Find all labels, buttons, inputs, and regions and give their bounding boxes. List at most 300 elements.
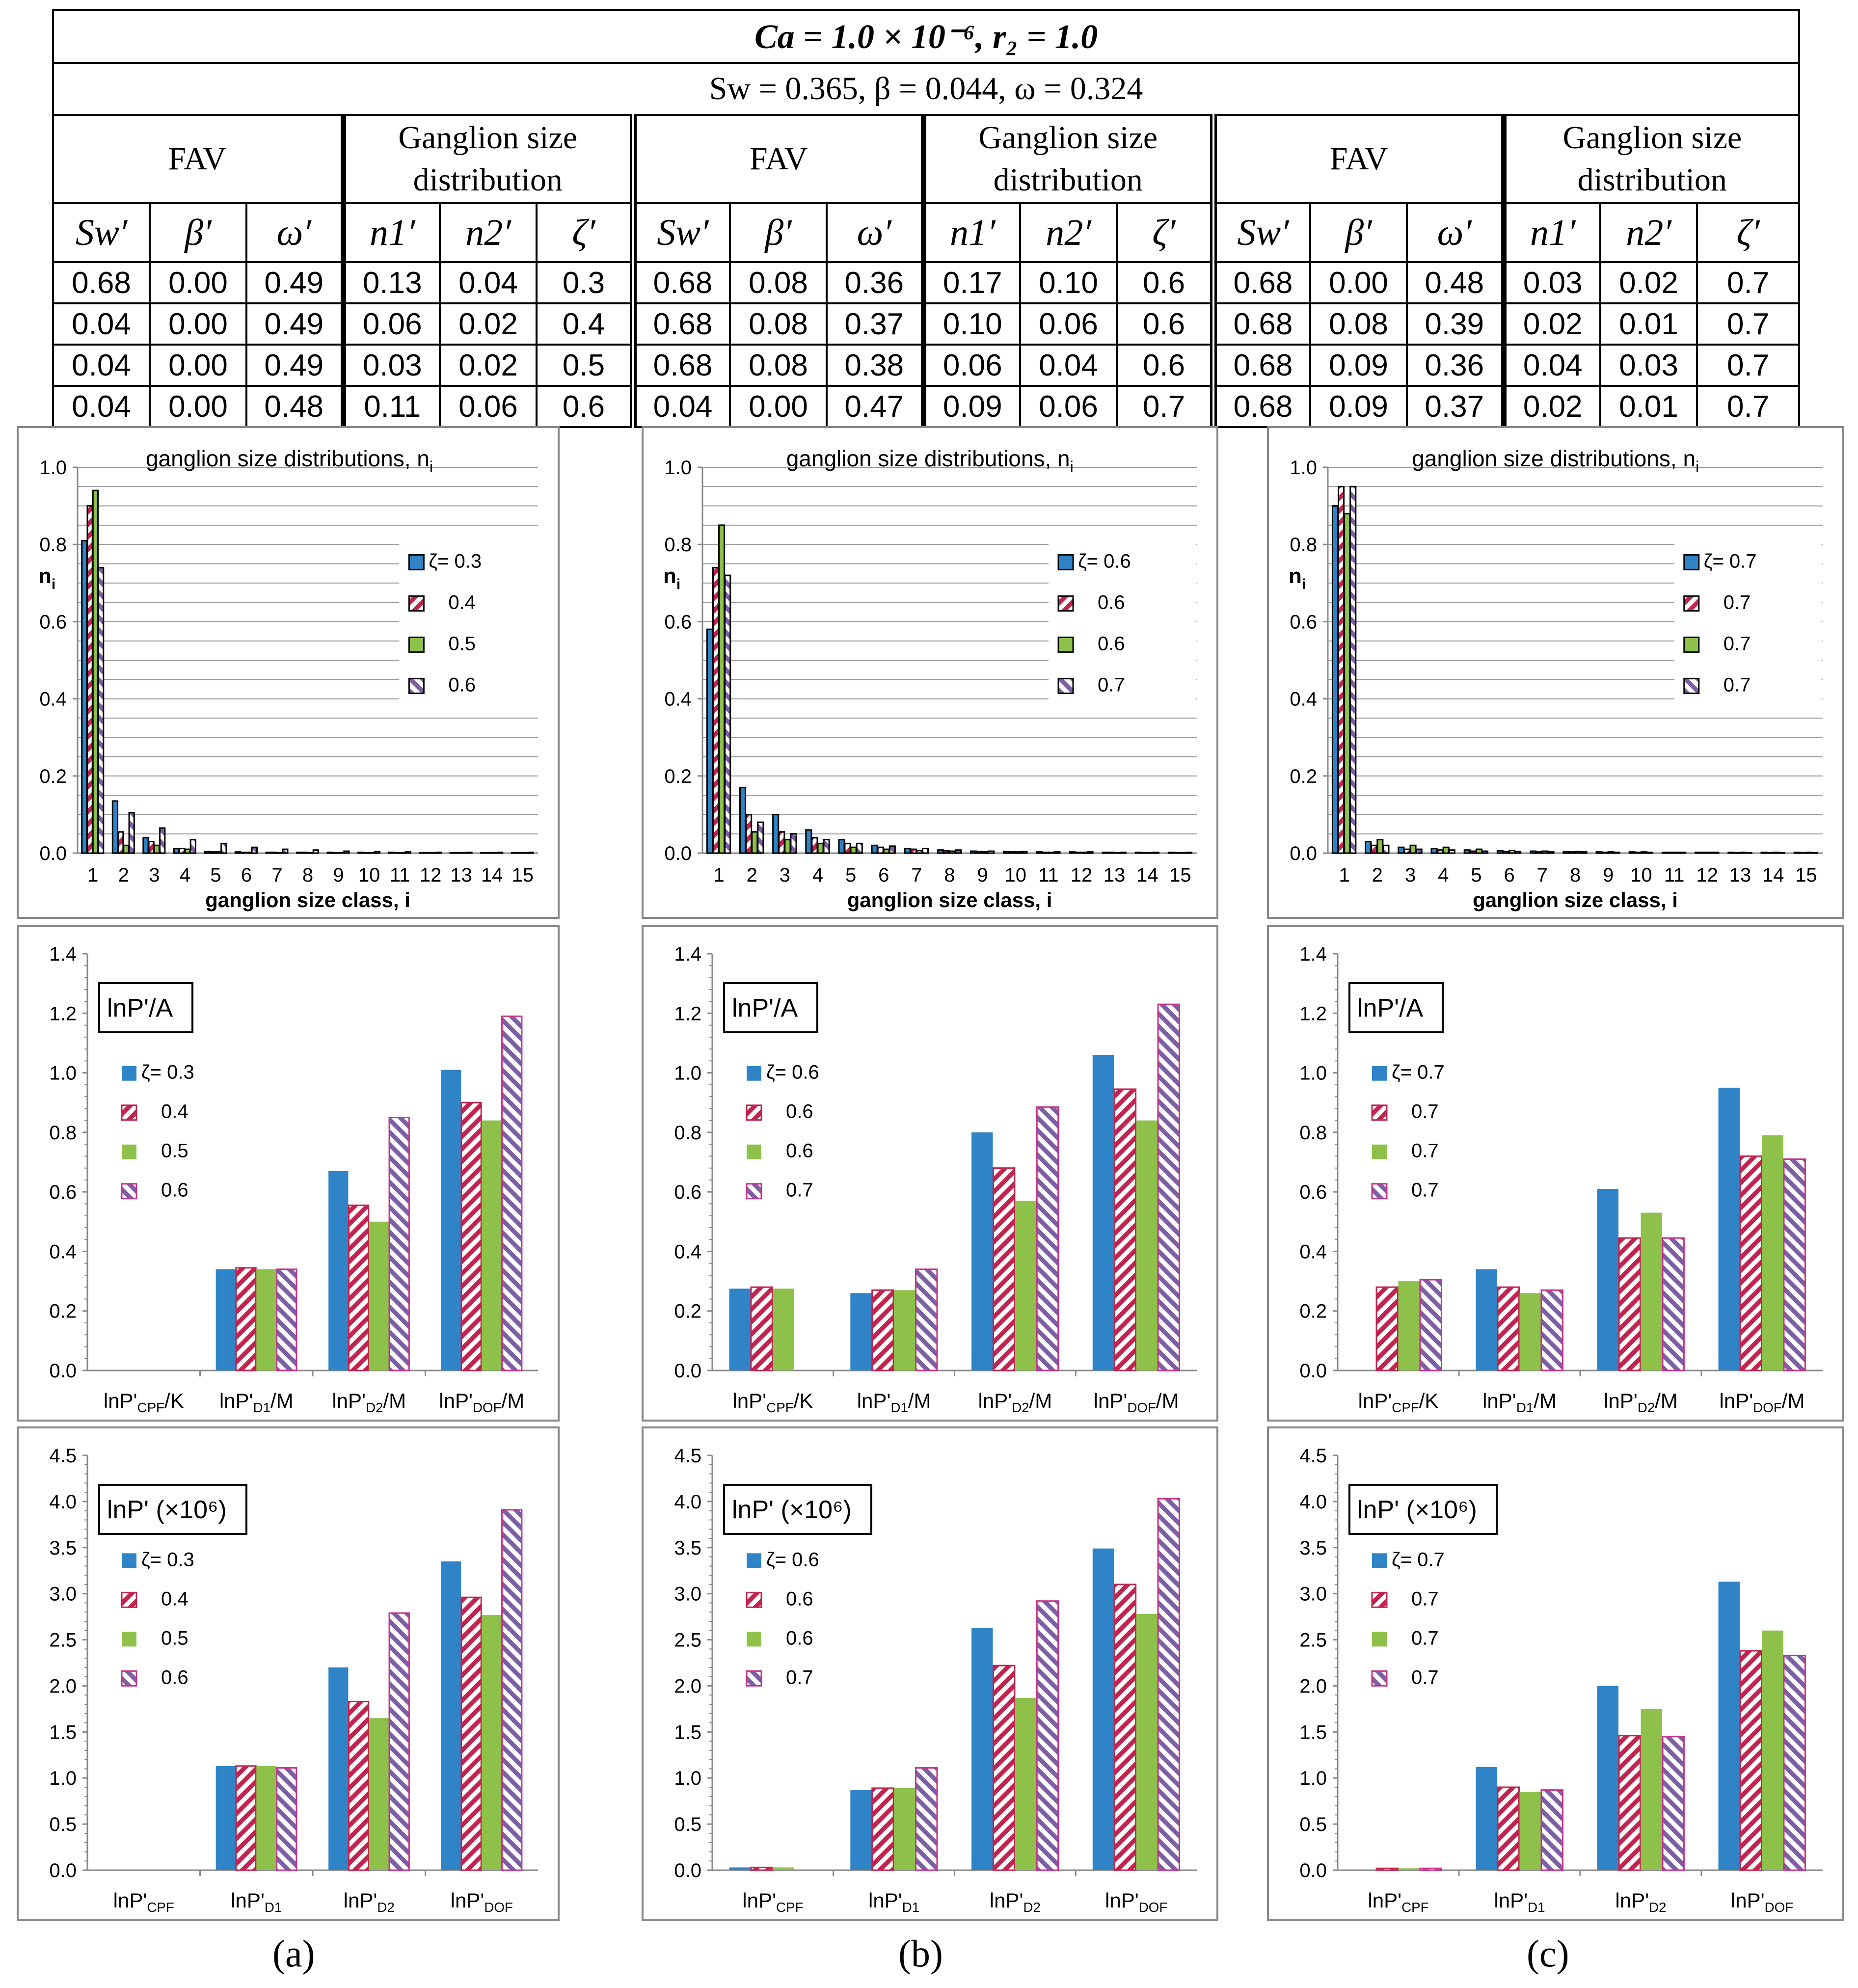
y-tick-label: 2.5	[49, 1629, 77, 1651]
x-tick-label: 7	[911, 864, 922, 886]
x-tick-label: 10	[1630, 864, 1652, 886]
y-tick-label: 1.2	[674, 1003, 701, 1025]
legend	[1372, 1062, 1445, 1201]
y-tick-label: 3.5	[49, 1537, 77, 1559]
table-cell: 0.00	[730, 386, 827, 427]
bar	[236, 1766, 256, 1870]
table-cell: 0.00	[150, 303, 246, 345]
bar	[1093, 1549, 1114, 1870]
bar	[1037, 852, 1042, 853]
y-tick-label: 0.4	[1299, 1241, 1327, 1263]
chart-title-box	[99, 1485, 246, 1534]
bar	[1498, 1287, 1519, 1370]
bar	[1158, 1004, 1179, 1370]
bar	[779, 832, 784, 853]
legend-label: 0.6	[1098, 591, 1125, 614]
x-tick-label: 5	[1471, 864, 1482, 886]
category-label: $\ln P'_{DOF}/M$	[1719, 1389, 1805, 1416]
table-cell: 0.6	[1117, 303, 1213, 345]
legend-label: ζ= 0.6	[1078, 550, 1131, 572]
y-tick-label: 0.0	[49, 1360, 77, 1382]
bar	[1049, 852, 1054, 853]
table-cell: 0.02	[440, 303, 537, 345]
table-group-header: Ganglion size distribution	[343, 115, 633, 203]
legend-swatch	[122, 1671, 136, 1686]
bar	[1728, 852, 1734, 853]
bar	[889, 846, 895, 853]
bar	[1376, 1868, 1398, 1870]
x-tick-label: 7	[1536, 864, 1548, 886]
table-column-header: ω′	[246, 203, 343, 262]
bar	[1520, 1792, 1541, 1870]
bar	[1339, 486, 1344, 853]
category-label: $\ln P'_{D1}/M$	[219, 1389, 294, 1416]
bar	[256, 1766, 276, 1870]
table-cell: 0.08	[730, 345, 827, 386]
category-label: $\ln P'_{DOF}/M$	[439, 1389, 525, 1416]
bar	[389, 852, 394, 853]
y-tick-label: 0.8	[664, 534, 692, 556]
y-tick-label: 4.5	[674, 1445, 701, 1467]
chart-panel-dist-b	[642, 426, 1218, 919]
bar	[806, 830, 811, 853]
y-tick-label: 1.0	[674, 1062, 701, 1084]
bar	[785, 839, 790, 853]
bar	[1548, 852, 1554, 853]
bar	[118, 832, 123, 853]
x-tick-label: 9	[1603, 864, 1614, 886]
legend	[747, 1062, 819, 1201]
bar	[905, 849, 910, 853]
table-group-header: Ganglion size distribution	[1504, 115, 1799, 203]
y-tick-label: 0.0	[49, 1860, 77, 1881]
bar	[993, 1666, 1014, 1870]
table-cell: 0.04	[633, 386, 730, 427]
x-tick-label: 9	[977, 864, 988, 886]
bar	[252, 847, 257, 853]
bar	[1680, 852, 1686, 853]
chart-panel-abs-a	[17, 1426, 560, 1921]
y-tick-label: 2.5	[1299, 1629, 1327, 1651]
bar	[216, 1766, 236, 1870]
x-tick-label: 13	[1729, 864, 1751, 886]
y-tick-label: 1.0	[49, 1768, 77, 1790]
y-tick-label: 0.8	[1290, 534, 1317, 556]
y-tick-label: 0.8	[49, 1122, 77, 1144]
bar	[405, 852, 410, 853]
bar	[124, 845, 129, 853]
bar	[1629, 852, 1635, 853]
bar	[1531, 851, 1536, 853]
bar	[441, 1561, 461, 1870]
chart-title: lnP' (×10⁶)	[732, 1496, 852, 1524]
table-cell: 0.68	[633, 345, 730, 386]
chart-title: ganglion size distributions, $n_i$	[786, 446, 1074, 476]
bar	[729, 1289, 751, 1370]
bar	[1054, 852, 1060, 853]
chart-title: lnP'/A	[732, 994, 798, 1022]
y-tick-label: 0.6	[664, 611, 692, 633]
bar	[1087, 852, 1093, 853]
category-label: $\ln P'_{DOF}$	[450, 1889, 513, 1915]
legend-label: 0.7	[786, 1179, 813, 1201]
x-tick-label: 8	[1569, 864, 1581, 886]
x-tick-label: 10	[358, 864, 380, 886]
table-column-header: β′	[1310, 203, 1407, 262]
bar	[1476, 1269, 1497, 1370]
legend-label: ζ= 0.6	[766, 1061, 819, 1083]
bar	[180, 849, 185, 853]
bar	[1719, 1582, 1740, 1870]
bar	[1701, 852, 1707, 853]
bar	[375, 852, 379, 853]
legend	[122, 1062, 194, 1201]
bar	[845, 843, 850, 853]
category-label: $\ln P'_{D2}$	[989, 1889, 1041, 1915]
y-tick-label: 2.0	[674, 1675, 701, 1697]
x-tick-label: 5	[210, 864, 221, 886]
bar	[216, 1269, 236, 1370]
bar	[1641, 1709, 1662, 1870]
chart-panel-abs-b	[642, 1426, 1218, 1921]
category-label: $\ln P'_{DOF}/M$	[1093, 1389, 1179, 1416]
legend-swatch	[1684, 555, 1699, 569]
bar	[916, 1768, 937, 1870]
bar	[824, 839, 829, 853]
bar	[938, 850, 943, 853]
legend-label: 0.6	[161, 1179, 188, 1201]
y-tick-label: 0.2	[39, 765, 67, 787]
y-tick-label: 3.0	[674, 1583, 701, 1605]
table-cell: 0.06	[343, 303, 440, 345]
bar	[1762, 1631, 1783, 1870]
table-column-header: Sw′	[1213, 203, 1310, 262]
x-tick-label: 8	[302, 864, 314, 886]
table-cell: 0.47	[827, 386, 923, 427]
y-tick-label: 0.8	[39, 534, 67, 556]
legend-swatch	[409, 637, 424, 652]
x-tick-label: 15	[512, 864, 534, 886]
bar	[277, 1269, 296, 1370]
bar	[1541, 1790, 1562, 1870]
bar	[1376, 1287, 1398, 1370]
bar	[872, 845, 877, 853]
x-tick-label: 15	[1169, 864, 1191, 886]
bar	[277, 1768, 296, 1870]
table-cell: 0.04	[53, 386, 150, 427]
bar	[1740, 1651, 1761, 1870]
category-label: $\ln P'_{D2}$	[343, 1889, 395, 1915]
table-cell: 0.3	[537, 262, 633, 303]
bar	[1399, 1868, 1420, 1870]
bar	[1168, 852, 1174, 853]
legend-swatch	[122, 1553, 136, 1568]
y-tick-label: 1.5	[49, 1721, 77, 1744]
bar	[850, 1790, 871, 1870]
x-tick-label: 11	[1664, 864, 1685, 886]
bar	[993, 1168, 1014, 1370]
legend	[1372, 1549, 1445, 1688]
y-tick-label: 1.0	[664, 457, 692, 479]
bar	[1158, 1499, 1179, 1870]
legend-swatch	[1684, 678, 1699, 693]
bar	[1482, 851, 1487, 853]
legend-label: 0.5	[161, 1140, 188, 1162]
legend-label: ζ= 0.3	[429, 550, 482, 572]
bar	[1569, 852, 1575, 853]
legend-label: 0.4	[161, 1588, 188, 1610]
bar	[1740, 852, 1746, 853]
chart-title-box	[724, 983, 817, 1032]
legend-swatch	[1372, 1184, 1387, 1199]
bar	[1476, 1767, 1497, 1870]
legend-swatch	[1058, 555, 1073, 569]
y-tick-label: 0.2	[1290, 765, 1317, 787]
legend-swatch	[122, 1184, 136, 1199]
bar	[1366, 841, 1371, 853]
table-cell: 0.17	[923, 262, 1020, 303]
legend-swatch	[1372, 1145, 1387, 1159]
legend-swatch	[409, 596, 424, 611]
bar	[1420, 1868, 1441, 1870]
table-column-header: n2′	[440, 203, 537, 262]
y-tick-label: 4.0	[49, 1491, 77, 1513]
table-column-header: n1′	[923, 203, 1020, 262]
legend-swatch	[747, 1145, 761, 1159]
category-label: $\ln P'_{D2}/M$	[332, 1389, 406, 1416]
category-label: $\ln P'_{D1}$	[868, 1889, 920, 1915]
table-column-header: ζ′	[1697, 203, 1799, 262]
table-cell: 0.02	[440, 345, 537, 386]
bar	[1153, 852, 1158, 853]
bar	[143, 838, 148, 853]
chart-title-box	[724, 1485, 871, 1534]
table-cell: 0.08	[730, 262, 827, 303]
bar	[1662, 852, 1668, 853]
y-tick-label: 0.0	[674, 1860, 701, 1881]
bar	[1037, 1601, 1058, 1870]
bar	[190, 839, 195, 853]
bar	[461, 1597, 481, 1870]
legend-label: 0.7	[1098, 674, 1125, 696]
y-tick-label: 0.4	[49, 1241, 77, 1263]
legend-label: 0.7	[1411, 1140, 1439, 1162]
bar	[1470, 851, 1476, 853]
bar	[773, 814, 779, 853]
y-tick-label: 0.5	[674, 1814, 701, 1836]
category-label: $\ln P'_{D1}$	[1494, 1889, 1545, 1915]
category-label: $\ln P'_{D1}/M$	[1482, 1389, 1557, 1416]
category-label: $\ln P'_{CPF}/K$	[1358, 1389, 1439, 1416]
chart-dist-a	[19, 428, 558, 917]
x-tick-label: 8	[944, 864, 955, 886]
chart-title: ganglion size distributions, $n_i$	[1412, 446, 1699, 476]
table-cell: 0.02	[1504, 303, 1600, 345]
y-axis-label: $n_i$	[1289, 564, 1306, 592]
category-label: $\ln P'_{D2}$	[1615, 1889, 1667, 1915]
table-cell: 0.7	[1697, 262, 1799, 303]
table-column-header: n2′	[1020, 203, 1117, 262]
y-tick-label: 0.6	[39, 611, 67, 633]
bar	[1784, 1159, 1805, 1370]
bar	[1784, 1655, 1805, 1870]
y-tick-label: 0.8	[1299, 1122, 1327, 1144]
y-tick-label: 0.6	[674, 1182, 701, 1204]
table-cell: 0.06	[1020, 303, 1117, 345]
category-label: $\ln P'_{D2}/M$	[1604, 1389, 1678, 1416]
bar	[1043, 852, 1048, 853]
table-cell: 0.09	[1310, 345, 1407, 386]
y-tick-label: 0.2	[664, 765, 692, 787]
plot-area	[38, 446, 546, 912]
legend-swatch	[122, 1632, 136, 1646]
x-tick-label: 5	[845, 864, 857, 886]
table-cell: 0.11	[343, 386, 440, 427]
bar	[1010, 852, 1015, 853]
table-cell: 0.36	[827, 262, 923, 303]
bar	[369, 1718, 389, 1870]
table-cell: 0.5	[537, 345, 633, 386]
table-cell: 0.04	[1020, 345, 1117, 386]
bar	[349, 1205, 368, 1370]
bar	[210, 852, 215, 853]
bar	[751, 1867, 772, 1870]
legend	[747, 1549, 819, 1688]
bar	[1136, 1614, 1158, 1870]
y-tick-label: 2.5	[674, 1629, 701, 1651]
y-tick-label: 0.0	[39, 843, 67, 864]
plot-area	[1289, 446, 1823, 912]
category-label: $\ln P'_{DOF}$	[1105, 1889, 1168, 1915]
x-tick-label: 2	[746, 864, 757, 886]
x-tick-label: 6	[1504, 864, 1515, 886]
bar	[729, 1867, 751, 1870]
bar	[791, 834, 796, 853]
bar	[1663, 1737, 1684, 1870]
bar	[1037, 1107, 1058, 1370]
bar	[112, 801, 117, 853]
bar	[296, 852, 301, 853]
table-cell: 0.39	[1407, 303, 1504, 345]
table-column-header: ω′	[1407, 203, 1504, 262]
legend-label: 0.5	[161, 1627, 188, 1649]
table-cell: 0.00	[1310, 262, 1407, 303]
bar	[241, 852, 246, 853]
bar	[1635, 852, 1641, 853]
bar	[99, 567, 104, 853]
bar	[236, 1268, 256, 1370]
bar	[1016, 852, 1021, 853]
bar	[283, 849, 288, 853]
bar	[1663, 1238, 1684, 1370]
bar	[922, 849, 928, 853]
y-tick-label: 3.0	[1299, 1583, 1327, 1605]
bar	[1761, 852, 1767, 853]
bar	[154, 845, 159, 853]
legend-swatch	[747, 1105, 761, 1120]
bar	[174, 849, 179, 853]
bar	[1404, 849, 1410, 853]
y-tick-label: 0.6	[49, 1182, 77, 1204]
bar	[1332, 506, 1338, 853]
bar	[911, 849, 916, 853]
bar	[894, 1788, 915, 1870]
table-cell: 0.04	[53, 303, 150, 345]
chart-panel-norm-a	[17, 925, 560, 1422]
legend-label: ζ= 0.3	[141, 1061, 194, 1083]
table-column-header: Sw′	[53, 203, 150, 262]
chart-panel-dist-c	[1267, 426, 1844, 919]
table-cell: 0.68	[1213, 262, 1310, 303]
table-cell: 0.06	[923, 345, 1020, 386]
bar	[235, 852, 240, 853]
bar	[502, 1510, 522, 1870]
legend-label: 0.4	[448, 591, 476, 614]
bar	[839, 839, 844, 853]
y-tick-label: 1.0	[674, 1768, 701, 1790]
x-tick-label: 14	[481, 864, 503, 886]
x-tick-label: 14	[1136, 864, 1158, 886]
table-cell: 0.06	[440, 386, 537, 427]
table-column-header: Sw′	[633, 203, 730, 262]
category-label: $\ln P'_{D1}/M$	[857, 1389, 931, 1416]
legend-label: 0.7	[1411, 1627, 1439, 1649]
bar	[149, 841, 154, 853]
bar	[878, 847, 883, 853]
legend	[1049, 543, 1196, 715]
chart-panel-norm-b	[642, 925, 1218, 1422]
bar	[1641, 852, 1646, 853]
bar	[1498, 1787, 1519, 1870]
bar	[1641, 1213, 1662, 1370]
plot-area	[674, 1445, 1197, 1915]
chart-abs-b	[644, 1428, 1216, 1919]
bar	[482, 1615, 501, 1870]
bar	[1581, 852, 1587, 853]
bar	[1093, 1055, 1114, 1370]
table-cell: 0.49	[246, 303, 343, 345]
legend-swatch	[122, 1105, 136, 1120]
y-tick-label: 0.5	[1299, 1814, 1327, 1836]
x-tick-label: 4	[812, 864, 824, 886]
bar	[344, 851, 349, 853]
bar	[989, 851, 994, 853]
bar	[725, 575, 730, 853]
table-cell: 0.7	[1697, 303, 1799, 345]
table-cell: 0.7	[1697, 345, 1799, 386]
table-cell: 0.6	[1117, 262, 1213, 303]
y-tick-label: 1.0	[1299, 1062, 1327, 1084]
legend-swatch	[1058, 637, 1073, 652]
bar	[1696, 852, 1701, 853]
legend-swatch	[1372, 1671, 1387, 1686]
bar	[1437, 850, 1443, 853]
x-tick-label: 6	[241, 864, 252, 886]
table-group-header: FAV	[53, 115, 343, 203]
bar	[1135, 852, 1141, 853]
bar	[1719, 1088, 1740, 1370]
bar	[82, 540, 87, 853]
table-cell: 0.68	[1213, 386, 1310, 427]
plot-area	[1299, 943, 1823, 1415]
table-cell: 0.08	[1310, 303, 1407, 345]
x-axis-label: ganglion size class, i	[205, 888, 410, 912]
table-cell: 0.06	[1020, 386, 1117, 427]
x-tick-label: 13	[450, 864, 472, 886]
category-label: $\ln P'_{DOF}$	[1730, 1889, 1794, 1915]
x-tick-label: 4	[179, 864, 190, 886]
x-axis-label: ganglion size class, i	[847, 888, 1052, 912]
